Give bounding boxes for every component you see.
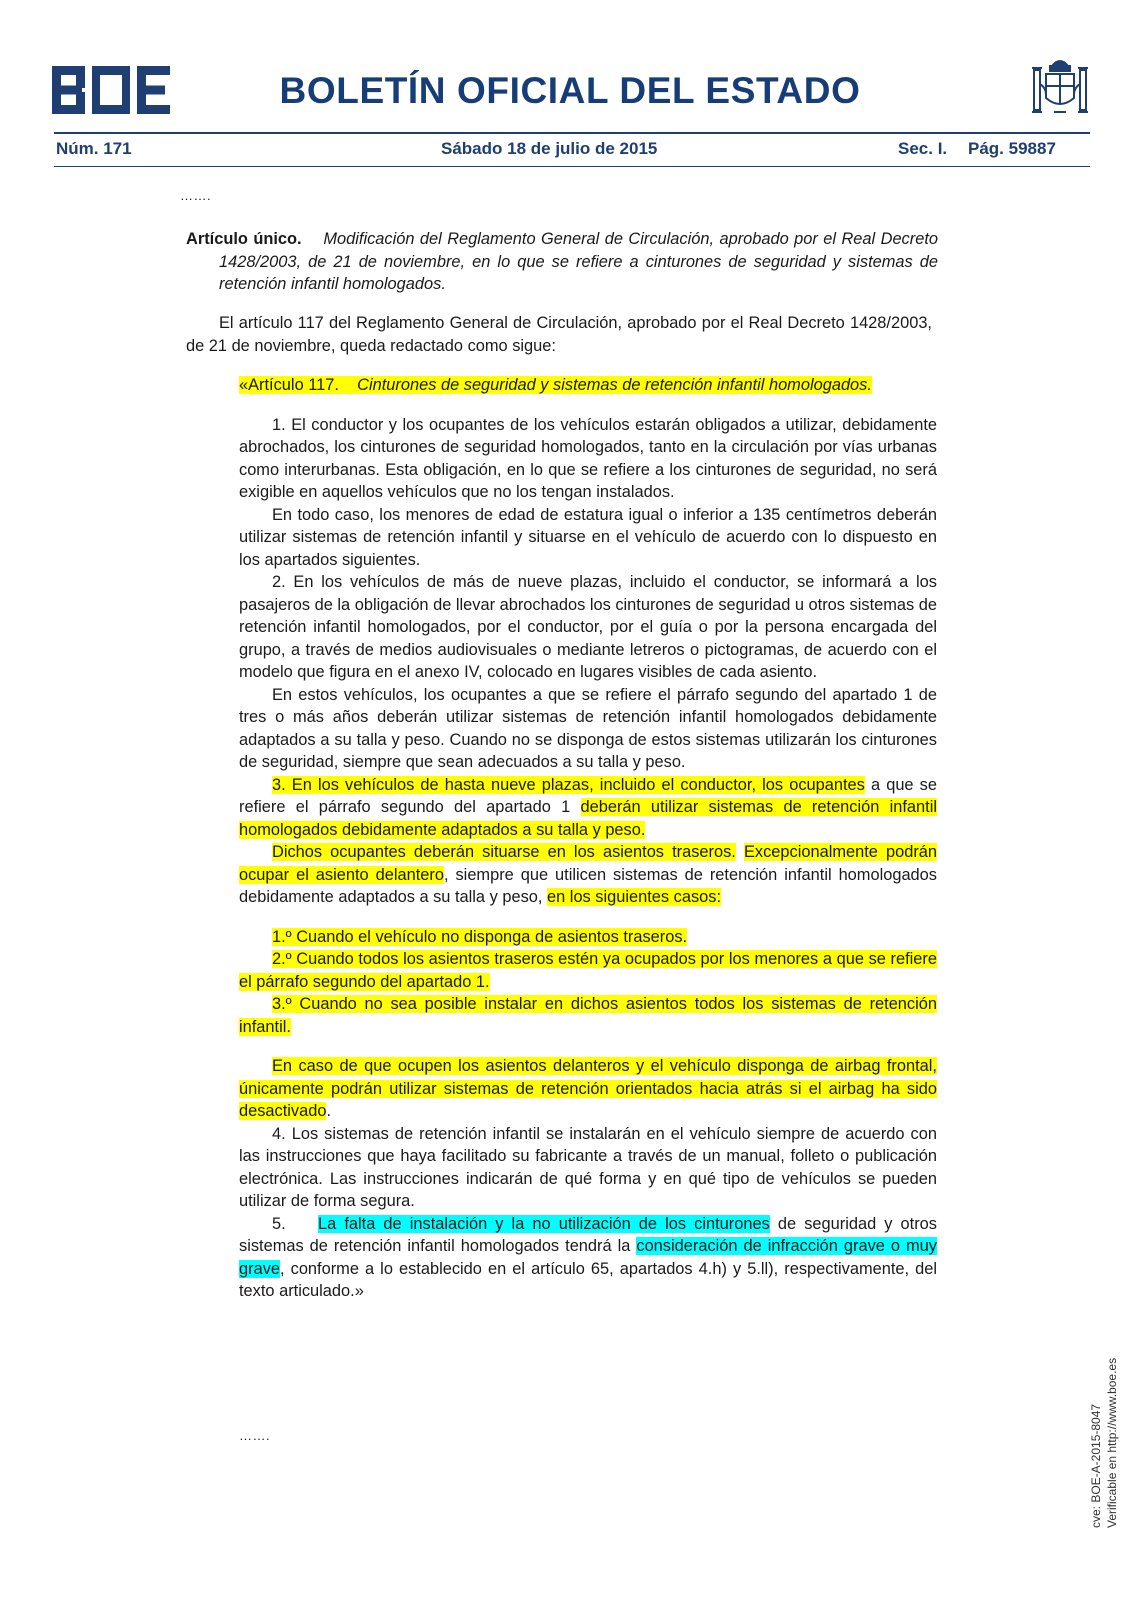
airbag-paragraph	[239, 1055, 937, 1123]
case-1-text: 1.º Cuando el vehículo no disponga de asientos traseros.	[272, 927, 688, 946]
section-label: Sec. I.	[898, 139, 948, 158]
art117-title: Cinturones de seguridad y sistemas de retención infantil homologados.	[357, 376, 872, 394]
paragraph-2b: En estos vehículos, los ocupantes a que se refiere el párrafo segundo del apartado 1 de tres o más años deberán utilizar sistemas de retención infantil homologados debidamente adaptados a su talla y peso. Cuando no se disponga de estos sistemas utilizarán los cinturones de seguridad, siempre que sean adecuados a su talla y peso.	[239, 685, 937, 771]
boe-logo	[52, 66, 170, 114]
p5-number: 5.	[272, 1214, 319, 1233]
case-2	[239, 948, 937, 993]
case-2-text: 2.º Cuando todos los asientos traseros estén ya ocupados por los menores a que se refiere el párrafo segundo del apartado 1.	[239, 950, 937, 991]
article-117	[239, 374, 937, 1303]
art117-heading	[239, 376, 872, 394]
issue-date: Sábado 18 de julio de 2015	[441, 139, 658, 158]
paragraph-2: 2. En los vehículos de más de nueve plazas, incluido el conductor, se informará a los pasajeros de la obligación de llevar abrochados los cinturones de seguridad u otros sistemas de retención infantil homologados, por el conductor, por el guía o por la persona encargada del grupo, a través de medios audiovisuales o mediante letreros o pictogramas, de acuerdo con el modelo que figura en el anexo IV, colocado en lugares visibles de cada asiento.	[239, 573, 937, 681]
header-top-rule	[54, 132, 1090, 134]
coat-of-arms-icon	[1030, 54, 1090, 122]
page-title: BOLETÍN OFICIAL DEL ESTADO	[279, 70, 861, 111]
art117-label: «Artículo 117.	[239, 376, 339, 394]
ellipsis-top: …….	[180, 188, 212, 203]
verify-url[interactable]: Verificable en http://www.boe.es	[1105, 1357, 1119, 1528]
p3-plain: a que se refiere el párrafo segundo del apartado 1	[239, 775, 937, 816]
p5-highlight-a: La falta de instalación y la no utilización de los cinturones	[318, 1214, 770, 1233]
paragraph-3b	[239, 841, 937, 909]
p3b-highlight-c: en los siguientes casos:	[547, 888, 722, 906]
cve-code: cve: BOE-A-2015-8047	[1089, 1403, 1103, 1528]
intro-text: El artículo 117 del Reglamento General de Circulación, aprobado por el Real Decreto 1428/2003, de 21 de noviembre, queda redactado como sigue:	[186, 314, 932, 355]
article-title: Modificación del Reglamento General de Circulación, aprobado por el Real Decreto 1428/2003, de 21 de noviembre, en lo que se refiere a cinturones de seguridad y sistemas de retención infantil homologados.	[219, 230, 938, 293]
ellipsis-bottom: …….	[239, 1428, 271, 1443]
paragraph-4: 4. Los sistemas de retención infantil se instalarán en el vehículo siempre de acuerdo con las instrucciones que haya facilitado su fabricante a través de un manual, folleto o publicación electrónica. Las instrucciones indicarán de qué forma y en qué tipo de vehículos se pueden utilizar de forma segura.	[239, 1124, 937, 1210]
issue-number: Núm. 171	[56, 139, 132, 158]
article-heading	[186, 228, 938, 296]
paragraph-1b: En todo caso, los menores de edad de estatura igual o inferior a 135 centímetros deberán utilizar sistemas de retención infantil y situarse en el vehículo de acuerdo con lo dispuesto en los apartados siguientes.	[239, 505, 937, 569]
header-bottom-rule	[54, 166, 1090, 167]
case-1	[239, 926, 937, 949]
paragraph-1: 1. El conductor y los ocupantes de los vehículos estarán obligados a utilizar, debidamente abrochados, los cinturones de seguridad homologados, tanto en la circulación por vías urbanas como interurbanas. Esta obligación, en lo que se refiere a los cinturones de seguridad, no será exigible en aquellos vehículos que no los tengan instalados.	[239, 415, 937, 501]
paragraph-3	[239, 774, 937, 842]
paragraph-5	[239, 1213, 937, 1303]
p5-highlight-b: consideración de infracción grave o muy grave	[239, 1237, 937, 1278]
page-number: Pág. 59887	[968, 139, 1056, 158]
p5-plain-a: de seguridad y otros sistemas de retención infantil homologados tendrá la	[239, 1214, 937, 1255]
case-3	[239, 993, 937, 1038]
intro-paragraph	[186, 312, 932, 357]
case-3-text: 3.º Cuando no sea posible instalar en dichos asientos todos los sistemas de retención infantil.	[239, 995, 937, 1036]
p5-plain-b: , conforme a lo establecido en el artículo 65, apartados 4.h) y 5.ll), respectivamente, del texto articulado.»	[239, 1259, 937, 1300]
airbag-end: .	[326, 1102, 332, 1120]
verification-sidebar	[1088, 1358, 1120, 1528]
p3b-highlight-a: Dichos ocupantes deberán situarse en los asientos traseros.	[272, 843, 736, 861]
article-label: Artículo único.	[186, 230, 302, 248]
p3b-plain: , siempre que utilicen sistemas de retención infantil homologados debidamente adaptados a su talla y peso,	[239, 865, 937, 906]
p3b-highlight-b: Excepcionalmente podrán ocupar el asiento delantero	[239, 843, 938, 884]
p3-highlight-a: 3. En los vehículos de hasta nueve plazas, incluido el conductor, los ocupantes	[272, 775, 865, 794]
airbag-highlight: En caso de que ocupen los asientos delanteros y el vehículo disponga de airbag frontal, únicamente podrán utilizar sistemas de retención orientados hacia atrás si el airbag ha sido desactivado	[239, 1057, 937, 1120]
p3-highlight-b: deberán utilizar sistemas de retención infantil homologados debidamente adaptados a su talla y peso.	[239, 798, 937, 839]
